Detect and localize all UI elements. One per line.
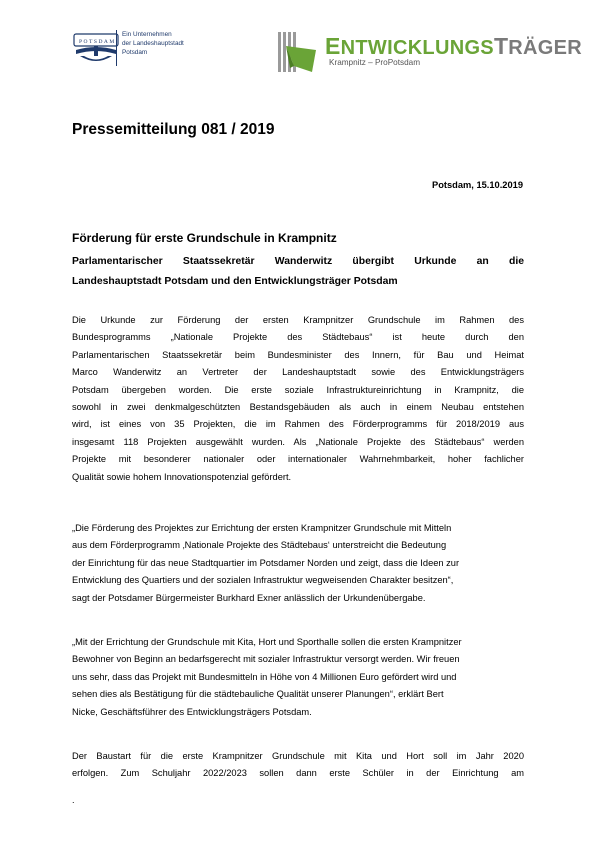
text-line: sowohl in zwei denkmalgeschützten Bestandsgebäuden als auch in einem Neubau entstehen: [72, 402, 524, 413]
text-line: Nicke, Geschäftsführer des Entwicklungsträgers Potsdam.: [72, 706, 312, 717]
text-line: Entwicklung des Quartiers und der sozialen Infrastruktur wegweisenden Charakter besitzen“,: [72, 575, 454, 586]
text-line: Bundesprogramms „Nationale Projekte des Städtebaus“ ist heute durch den: [72, 332, 524, 343]
potsdam-logo-line-3: Potsdam: [122, 49, 148, 56]
paragraph-4: [72, 748, 524, 783]
headline: Förderung für erste Grundschule in Krampnitz: [72, 231, 337, 245]
text-line: „Mit der Errichtung der Grundschule mit Kita, Hort und Sporthalle sollen die ersten Krampnitzer: [72, 637, 462, 647]
text-line: Bewohner von Beginn an bedarfsgerecht mit sozialer Infrastruktur versorgt werden. Wir freuen: [72, 654, 460, 665]
text-line: Parlamentarischen Staatssekretär beim Bundesminister des Innern, für Bau und Heimat: [72, 349, 524, 360]
text-line: Potsdam übergeben worden. Die erste soziale Infrastruktureinrichtung in Krampnitz, die: [72, 384, 524, 395]
subheadline-line: Landeshauptstadt Potsdam und den Entwicklungsträger Potsdam: [72, 276, 398, 287]
text-line: wird, ist eines von 35 Projekten, die im Rahmen des Förderprogramms für 2018/2019 aus: [72, 419, 524, 430]
entwicklungstraeger-logo-title: ENTWICKLUNGSTRÄGER: [325, 33, 583, 59]
text-line: „Die Förderung des Projektes zur Errichtung der ersten Krampnitzer Grundschule mit Mitteln: [72, 523, 452, 533]
text-line: Projekte mit besonderer nationaler oder internationaler Wahrnehmbarkeit, hoher fachlicher: [72, 454, 524, 465]
press-release-title: Pressemitteilung 081 / 2019: [72, 121, 275, 138]
subheadline: [72, 252, 524, 292]
text-line: Qualität sowie hohem Innovationspotenzial gefördert.: [72, 471, 292, 482]
paragraph-3: [72, 634, 524, 721]
trailing-mark: .: [72, 795, 75, 805]
text-line: erfolgen. Zum Schuljahr 2022/2023 sollen dann erste Schüler in der Einrichtung am: [72, 768, 524, 779]
potsdam-crown-icon: [72, 32, 120, 66]
logo-divider: [116, 30, 117, 66]
paragraph-1: [72, 312, 524, 486]
entwicklungstraeger-logo-icon: [278, 32, 318, 72]
text-line: Der Baustart für die erste Krampnitzer Grundschule mit Kita und Hort soll im Jahr 2020: [72, 751, 524, 761]
place-date: Potsdam, 15.10.2019: [432, 180, 523, 190]
text-line: sehen dies als Bestätigung für die städtebauliche Qualität unserer Planungen“, erklärt Bert: [72, 689, 444, 700]
paragraph-2: [72, 520, 524, 607]
text-line: aus dem Förderprogramm ‚Nationale Projekte des Städtebaus‘ unterstreicht die Bedeutung: [72, 540, 447, 551]
text-line: der Einrichtung für das neue Stadtquartier im Potsdamer Norden und zeigt, dass die Ideen zur: [72, 557, 460, 568]
text-line: uns sehr, dass das Projekt mit Bundesmitteln in Höhe von 4 Millionen Euro gefördert wird und: [72, 671, 457, 682]
text-line: insgesamt 118 Projekten ausgewählt wurden. Als „Nationale Projekte des Städtebaus“ werden: [72, 436, 524, 447]
text-line: Die Urkunde zur Förderung der ersten Krampnitzer Grundschule im Rahmen des: [72, 315, 524, 325]
potsdam-logo-line-1: Ein Unternehmen: [122, 31, 172, 38]
text-line: Marco Wanderwitz an Vertreter der Landeshauptstadt sowie des Entwicklungsträgers: [72, 367, 524, 378]
potsdam-emblem-word: POTSDAM: [79, 39, 116, 45]
subheadline-line: Parlamentarischer Staatssekretär Wanderwitz übergibt Urkunde an die: [72, 256, 524, 267]
potsdam-logo-line-2: der Landeshauptstadt: [122, 40, 184, 47]
potsdam-logo-text: [122, 30, 184, 57]
entwicklungstraeger-logo-subtitle: Krampnitz – ProPotsdam: [329, 58, 421, 67]
text-line: sagt der Potsdamer Bürgermeister Burkhard Exner anlässlich der Urkundenübergabe.: [72, 592, 426, 603]
